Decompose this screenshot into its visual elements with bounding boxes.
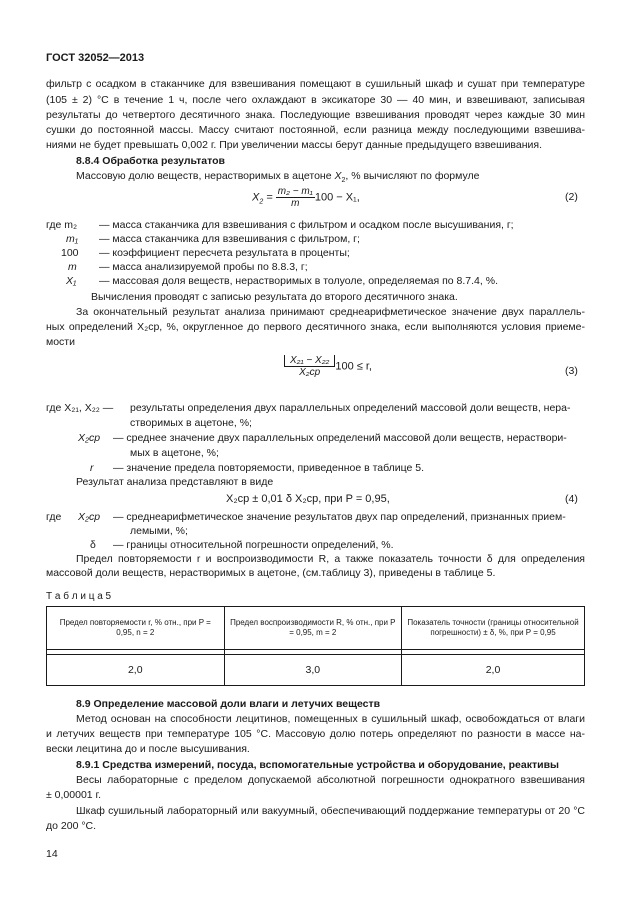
legend-symbol: X₂cp bbox=[78, 432, 101, 444]
text-line: Шкаф сушильный лабораторный или вакуумный, обеспечивающий поддержание температуры от 20 °С bbox=[76, 805, 585, 817]
table-caption: Т а б л и ц а 5 bbox=[46, 591, 112, 602]
text-line: Предел повторяемости r и воспроизводимости R, а также показатель точности δ для определения bbox=[76, 553, 585, 565]
section-heading-8-9-1: 8.9.1 Средства измерений, посуда, вспомогательные устройства и оборудование, реактивы bbox=[76, 759, 560, 771]
legend-text: лемыми, %; bbox=[130, 525, 188, 537]
text-line: Результат анализа представляют в виде bbox=[76, 476, 274, 488]
legend-symbol: где X₂₁, X₂₂ — bbox=[46, 402, 114, 414]
text-line: результаты до четвертого десятичного знака. Последующие взвешивания проводят через каждые 30 мин bbox=[46, 109, 585, 121]
legend-text: — масса стаканчика для взвешивания с фильтром, г; bbox=[99, 233, 360, 245]
text-line: Весы лабораторные с пределом допускаемой абсолютной погрешности однократного взвешивания bbox=[76, 774, 585, 786]
text-line: За окончательный результат анализа принимают среднеарифметическое значение двух параллель- bbox=[76, 306, 585, 318]
formula-number: (3) bbox=[565, 365, 578, 377]
formula-2: $X_2$ = $\frac{\text{m₂ − m₁}}{m}$ 100 − X₁, bbox=[252, 186, 360, 209]
text-line: ± 0,00001 г. bbox=[46, 789, 102, 801]
legend-text: — значение предела повторяемости, приведенное в таблице 5. bbox=[113, 462, 425, 474]
formula-number: (4) bbox=[565, 493, 578, 505]
table-header: Предел повторяемости r, % отн., при P = 0,95, n = 2 bbox=[47, 607, 225, 650]
legend-symbol: 100 bbox=[61, 247, 79, 259]
legend-text: — границы относительной погрешности определений, %. bbox=[113, 539, 394, 551]
text-line: Массовую долю веществ, нерастворимых в ацетоне $X_2$, % вычисляют по формуле bbox=[76, 170, 480, 185]
table-cell: 2,0 bbox=[402, 655, 585, 686]
legend-symbol: r bbox=[90, 462, 94, 474]
text-line: и летучих веществ при температуре 105 °С. Массовую долю потерь определяют по разности в массе на- bbox=[46, 728, 585, 740]
legend-text: створимых в ацетоне, %; bbox=[130, 417, 252, 429]
formula-4: X₂cp ± 0,01 δ X₂cp, при P = 0,95, bbox=[226, 493, 390, 505]
legend-symbol: где m₂ bbox=[46, 219, 78, 231]
legend-symbol: X₂cp bbox=[78, 511, 101, 523]
formula-3: $\frac{\text{X₂₁ − X₂₂}}{\text{X₂cp}}$ 100 ≤ r, bbox=[284, 355, 372, 378]
text-line: Метод основан на способности лецитинов, помещенных в сушильный шкаф, освобождаться от влаги bbox=[76, 713, 585, 725]
legend-symbol: X₁ bbox=[66, 275, 77, 287]
legend-text: — массовая доля веществ, нерастворимых в толуоле, определяемая по 8.7.4, %. bbox=[99, 275, 498, 287]
legend-text: результаты определения двух параллельных определений массовой доли веществ, нера- bbox=[130, 402, 571, 414]
legend-symbol: где bbox=[46, 511, 62, 523]
legend-text: — среднее значение двух параллельных определений массовой доли веществ, нераствори- bbox=[113, 432, 567, 444]
legend-text: мых в ацетоне, %; bbox=[130, 447, 219, 459]
text-line: мости bbox=[46, 336, 75, 348]
text-line: Вычисления проводят с записью результата до второго десятичного знака. bbox=[91, 291, 458, 303]
table-5 bbox=[46, 606, 585, 686]
section-heading-8-8-4: 8.8.4 Обработка результатов bbox=[76, 155, 225, 167]
text-line: сушки до постоянной массы. Массу считают постоянной, если разница между последующими взвешива- bbox=[46, 124, 585, 136]
table-cell: 2,0 bbox=[47, 655, 225, 686]
document-code: ГОСТ 32052—2013 bbox=[46, 52, 145, 64]
text-line: ных определений X₂cp, %, округленное до первого десятичного знака, если выполняются условия приеме- bbox=[46, 321, 585, 333]
table-cell: 3,0 bbox=[224, 655, 402, 686]
legend-symbol: m₁ bbox=[66, 233, 79, 245]
legend-text: — масса стаканчика для взвешивания с фильтром и осадком после высушивания, г; bbox=[99, 219, 514, 231]
text-line: до 200 °С. bbox=[46, 820, 97, 832]
text-line: ниями не будет превышать 0,002 г. При увеличении массы берут данные предыдущего взвешивания. bbox=[46, 139, 543, 151]
section-heading-8-9: 8.9 Определение массовой доли влаги и летучих веществ bbox=[76, 698, 381, 710]
page-number: 14 bbox=[46, 848, 58, 860]
legend-symbol: δ bbox=[90, 539, 96, 551]
text-line: вески лецитина до и после высушивания. bbox=[46, 743, 250, 755]
legend-symbol: m bbox=[68, 261, 77, 273]
formula-number: (2) bbox=[565, 191, 578, 203]
legend-text: — среднеарифметическое значение результатов двух пар определений, признанных прием- bbox=[113, 511, 566, 523]
legend-text: — масса анализируемой пробы по 8.8.3, г; bbox=[99, 261, 308, 273]
table-header: Предел воспроизводимости R, % отн., при P = 0,95, m = 2 bbox=[224, 607, 402, 650]
table-header: Показатель точности (границы относительной погрешности) ± δ, %, при P = 0,95 bbox=[402, 607, 585, 650]
legend-text: — коэффициент пересчета результата в проценты; bbox=[99, 247, 350, 259]
text-line: массовой доли веществ, нерастворимых в ацетоне, (см.таблицу 3), приведены в таблице 5. bbox=[46, 567, 496, 579]
text-line: (105 ± 2) °С в течение 1 ч, после чего охлаждают в эксикаторе 30 — 40 мин, и взвешивают, записывая bbox=[46, 94, 585, 106]
text-line: фильтр с осадком в стаканчике для взвешивания помещают в сушильный шкаф и сушат при температуре bbox=[46, 78, 585, 90]
